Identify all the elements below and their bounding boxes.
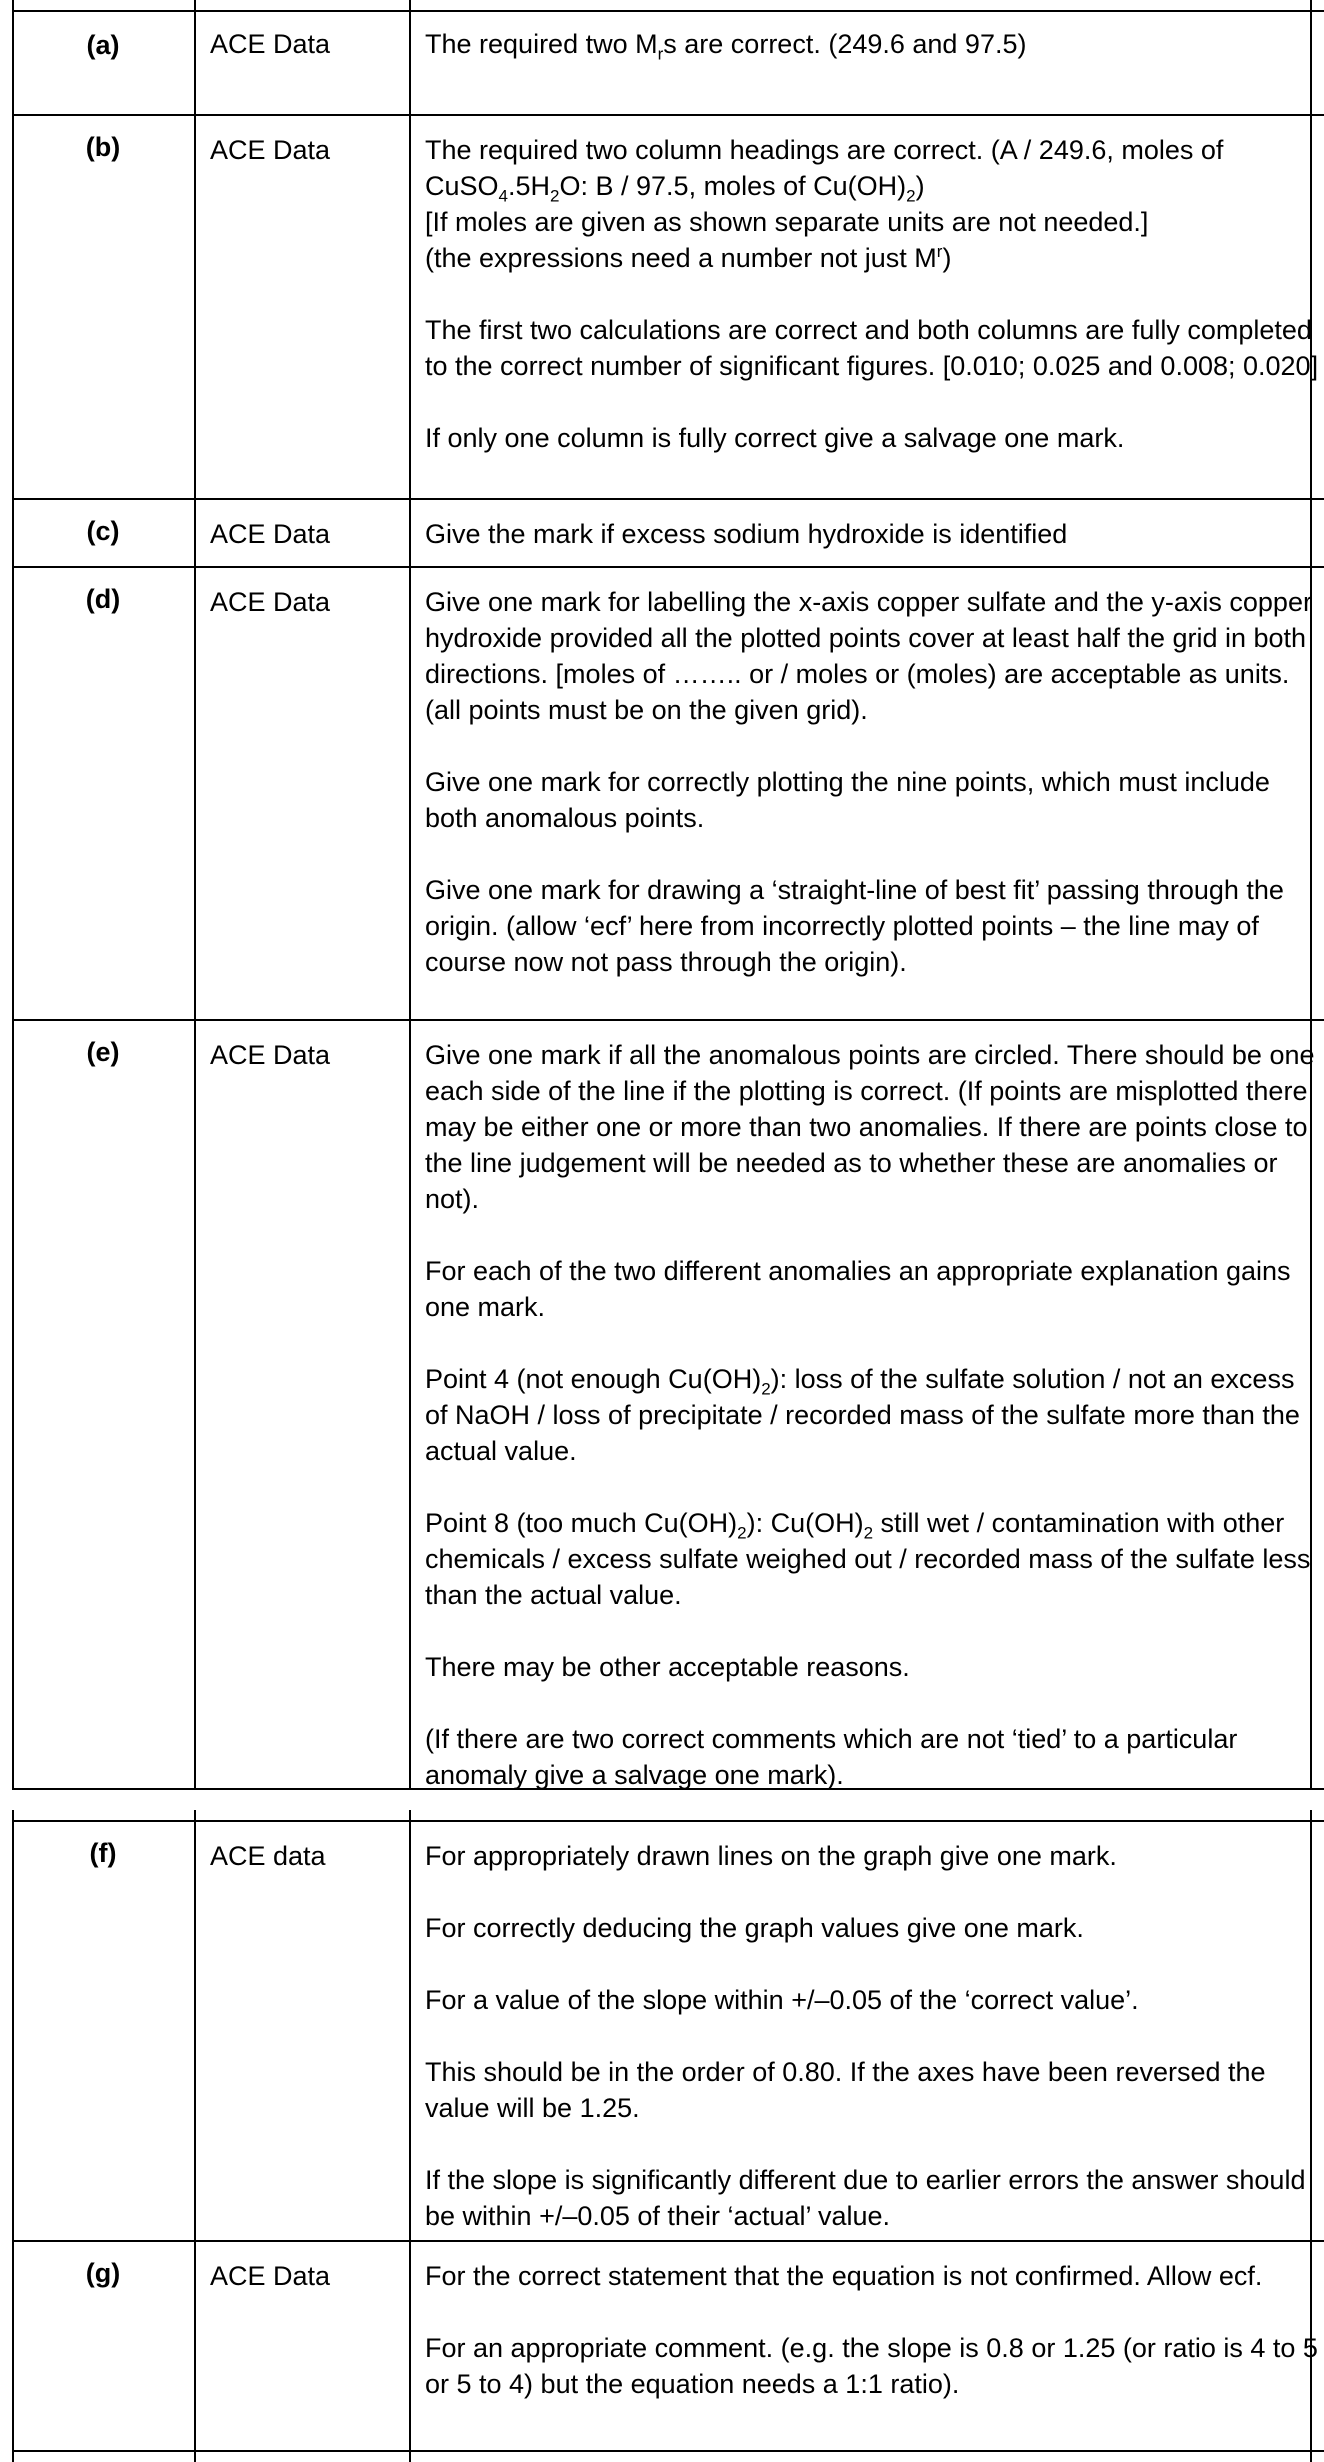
mark-scheme-table-2 <box>12 1810 1324 2462</box>
guidance-paragraph: Give one mark if all the anomalous points are circled. There should be one each side of the line if the plotting is correct. (If points are misplotted there may be either one or more than two anomalies. If there are points close to the line judgement will be needed as to whether these are anomalies or not). <box>425 1040 1315 1214</box>
guidance-paragraph: The required two column headings are correct. (A / 249.6, moles of $CuSO_4.5H_2O$: B / 97.5, moles of $Cu(OH)_2$) [If moles are given as shown separate units are not needed.] (the expressions need a number not just $M^r$) <box>425 135 1224 273</box>
table-border-left <box>12 1810 14 2462</box>
guidance-paragraph: Give one mark for drawing a ‘straight-line of best fit’ passing through the origin. (allow ‘ecf’ here from incorrectly plotted points – the line may of course now not pass through the origin). <box>425 875 1284 977</box>
row-divider <box>12 498 1324 500</box>
marking-guidance <box>425 584 1320 980</box>
guidance-paragraph: If the slope is significantly different due to earlier errors the answer should be within +/–0.05 of their ‘actual’ value. <box>425 2165 1306 2231</box>
marking-guidance <box>425 1838 1320 2234</box>
source-label: ACE Data <box>210 135 331 165</box>
guidance-paragraph: Give one mark for labelling the x-axis copper sulfate and the y-axis copper hydroxide provided all the plotted points cover at least half the grid in both directions. [moles of …….. or / moles or (moles) are acceptable as units. (all points must be on the given grid). <box>425 587 1312 725</box>
guidance-paragraph: The first two calculations are correct and both columns are fully completed to the correct number of significant figures. [0.010; 0.025 and 0.008; 0.020] <box>425 315 1319 381</box>
column-divider <box>409 0 411 1790</box>
guidance-paragraph: For each of the two different anomalies an appropriate explanation gains one mark. <box>425 1256 1291 1322</box>
source-label: ACE Data <box>210 1040 331 1070</box>
guidance-paragraph: Point 4 (not enough $Cu(OH)_2$): loss of the sulfate solution / not an excess of NaOH / loss of precipitate / recorded mass of the sulfate more than the actual value. <box>425 1364 1300 1466</box>
guidance-paragraph: For correctly deducing the graph values give one mark. <box>425 1913 1084 1943</box>
question-label: (a) <box>86 30 120 60</box>
question-label: (c) <box>86 516 120 546</box>
source-label: ACE Data <box>210 519 331 549</box>
guidance-paragraph: For the correct statement that the equation is not confirmed. Allow ecf. <box>425 2261 1263 2291</box>
column-divider <box>194 1810 196 2462</box>
marking-guidance <box>425 1037 1320 1793</box>
question-label: (b) <box>85 132 121 162</box>
question-label: (g) <box>85 2258 121 2288</box>
row-divider <box>12 1820 1324 1822</box>
marking-guidance <box>425 132 1320 456</box>
row-divider <box>12 2450 1324 2452</box>
guidance-paragraph: Give the mark if excess sodium hydroxide is identified <box>425 519 1068 549</box>
row-divider <box>12 114 1324 116</box>
guidance-paragraph: The required two $M_rs$ are correct. (249.6 and 97.5) <box>425 29 1027 64</box>
table-border-left <box>12 0 14 1790</box>
marking-guidance <box>425 2258 1320 2402</box>
guidance-paragraph: For a value of the slope within +/–0.05 of the ‘correct value’. <box>425 1985 1139 2015</box>
source-label: ACE data <box>210 1841 326 1871</box>
question-label: (e) <box>86 1037 120 1067</box>
column-divider <box>194 0 196 1790</box>
row-divider <box>12 2240 1324 2242</box>
guidance-paragraph: There may be other acceptable reasons. <box>425 1652 910 1682</box>
guidance-paragraph: If only one column is fully correct give a salvage one mark. <box>425 423 1125 453</box>
mark-scheme-table-1 <box>12 0 1324 1790</box>
source-label: ACE Data <box>210 2261 331 2291</box>
guidance-paragraph: (If there are two correct comments which are not ‘tied’ to a particular anomaly give a salvage one mark). <box>425 1724 1238 1790</box>
source-label: ACE Data <box>210 587 331 617</box>
row-divider <box>12 566 1324 568</box>
guidance-paragraph: This should be in the order of 0.80. If the axes have been reversed the value will be 1.25. <box>425 2057 1266 2123</box>
guidance-paragraph: Point 8 (too much $Cu(OH)_2$): $Cu(OH)_2$ still wet / contamination with other chemicals / excess sulfate weighed out / recorded mass of the sulfate less than the actual value. <box>425 1508 1311 1610</box>
guidance-paragraph: Give one mark for correctly plotting the nine points, which must include both anomalous points. <box>425 767 1270 833</box>
row-divider <box>12 10 1324 12</box>
marking-guidance <box>425 516 1320 552</box>
guidance-paragraph: For appropriately drawn lines on the graph give one mark. <box>425 1841 1117 1871</box>
marking-guidance <box>425 26 1320 62</box>
question-label: (d) <box>85 584 121 614</box>
guidance-paragraph: For an appropriate comment. (e.g. the slope is 0.8 or 1.25 (or ratio is 4 to 5 or 5 to 4) but the equation needs a 1:1 ratio). <box>425 2333 1318 2399</box>
column-divider <box>409 1810 411 2462</box>
row-divider <box>12 1019 1324 1021</box>
source-label: ACE Data <box>210 29 331 59</box>
question-label: (f) <box>89 1838 117 1868</box>
